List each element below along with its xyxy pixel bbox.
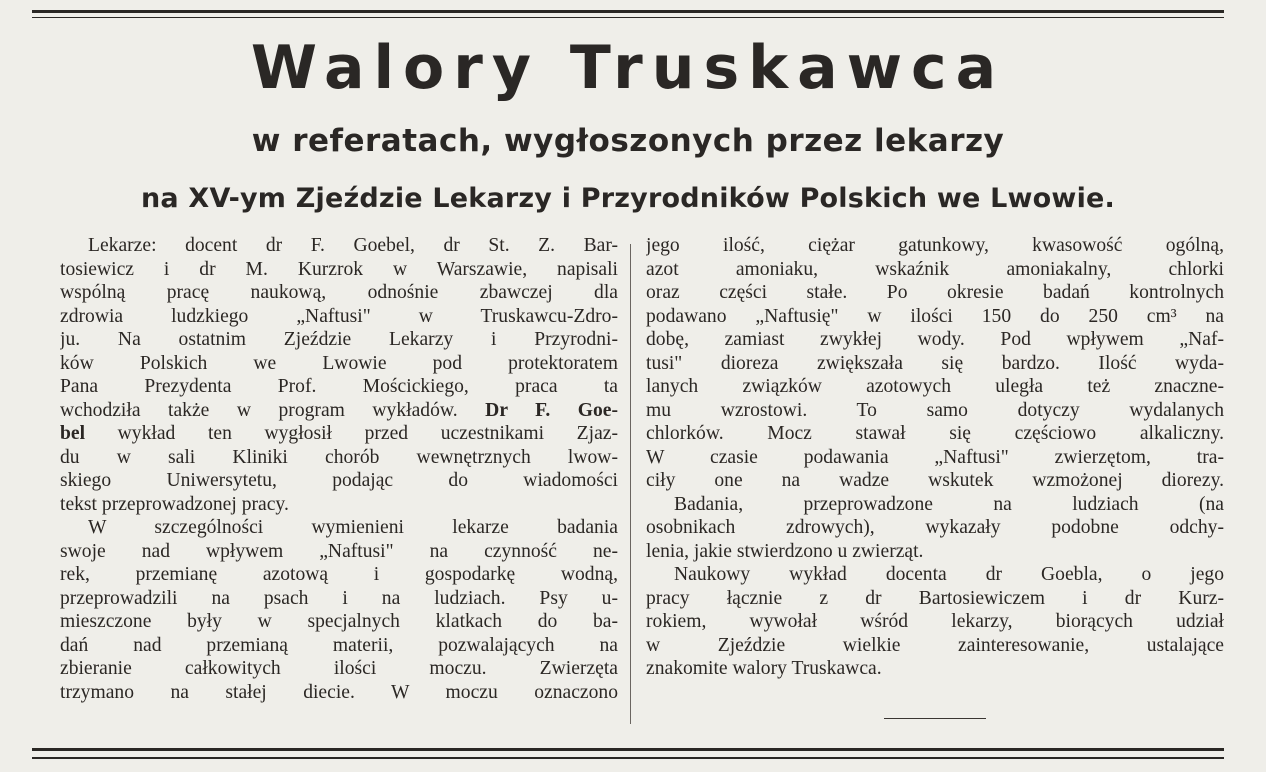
text-line	[60, 399, 618, 423]
text-run-bold: bel	[60, 423, 86, 444]
text-line: skiego Uniwersytetu, podając do wiadomości	[60, 470, 618, 491]
text-line: ju. Na ostatnim Zjeździe Lekarzy i Przyrodni-	[60, 329, 618, 350]
text-run: wchodziła także w program wykładów.	[60, 399, 458, 421]
text-line: Pana Prezydenta Prof. Mościckiego, praca ta	[60, 376, 618, 397]
text-line: ków Polskich we Lwowie pod protektoratem	[60, 352, 618, 374]
text-run-bold: Dr F. Goe-	[485, 399, 618, 421]
top-rule-thick	[32, 10, 1224, 13]
text-line: osobnikach zdrowych), wykazały podobne odchy-	[646, 517, 1224, 538]
text-line: oraz części stałe. Po okresie badań kontrolnych	[646, 282, 1224, 303]
text-line: wspólną pracę naukową, odnośnie zbawczej dla	[60, 282, 618, 303]
text-line: znakomite walory Truskawca.	[646, 658, 882, 679]
text-line: trzymano na stałej diecie. W moczu oznaczono	[60, 681, 618, 703]
text-line: zdrowia ludzkiego „Naftusi" w Truskawcu-Zdro-	[60, 305, 618, 327]
text-line: w Zjeździe wielkie zainteresowanie, ustalające	[646, 634, 1224, 656]
text-line: jego ilość, ciężar gatunkowy, kwasowość ogólną,	[646, 235, 1224, 256]
text-line: dań nad przemianą materii, pozwalających na	[60, 634, 618, 656]
text-line: zbieranie całkowitych ilości moczu. Zwierzęta	[60, 658, 618, 679]
text-line: mu wzrostowi. To samo dotyczy wydalanych	[646, 399, 1224, 421]
text-line: Lekarze: docent dr F. Goebel, dr St. Z. Bar-	[88, 235, 618, 256]
text-line: Badania, przeprowadzone na ludziach (na	[674, 493, 1224, 515]
text-line: lenia, jakie stwierdzono u zwierząt.	[646, 540, 924, 562]
bottom-rule-thin	[32, 757, 1224, 759]
column-divider	[630, 244, 631, 724]
article-end-rule	[884, 718, 986, 719]
text-line	[60, 422, 618, 446]
text-line: tusi" dioreza zwiększała się bardzo. Ilość wyda-	[646, 352, 1224, 374]
text-line: mieszczone były w specjalnych klatkach do ba-	[60, 611, 618, 632]
text-line: chlorków. Mocz stawał się częściowo alkaliczny.	[646, 423, 1224, 444]
text-run: wykład ten wygłosił przed uczestnikami Zjaz-	[117, 423, 618, 444]
right-column	[646, 234, 1224, 681]
text-line: pracy łącznie z dr Bartosiewiczem i dr Kurz-	[646, 587, 1224, 609]
text-line: Naukowy wykład docenta dr Goebla, o jego	[674, 564, 1224, 585]
article-subheadline-secondary: na XV-ym Zjeździe Lekarzy i Przyrodników Polskich we Lwowie.	[140, 183, 1115, 214]
text-line: du w sali Kliniki chorób wewnętrznych lwow-	[60, 446, 618, 468]
text-line: lanych związków azotowych uległa też znaczne-	[646, 376, 1224, 397]
text-line: W czasie podawania „Naftusi" zwierzętom, tra-	[646, 446, 1224, 468]
text-line: przeprowadzili na psach i na ludziach. Psy u-	[60, 587, 618, 609]
left-column	[60, 234, 618, 704]
text-line: rek, przemianę azotową i gospodarkę wodną,	[60, 564, 618, 585]
text-line: azot amoniaku, wskaźnik amoniakalny, chlorki	[646, 258, 1224, 280]
text-line: dobę, zamiast zwykłej wody. Pod wpływem „Naf-	[646, 329, 1224, 350]
text-line: tosiewicz i dr M. Kurzrok w Warszawie, napisali	[60, 258, 618, 280]
text-line: W szczególności wymienieni lekarze badania	[88, 517, 618, 538]
text-line: ciły one na wadze wskutek wzmożonej diorezy.	[646, 470, 1224, 491]
text-line: swoje nad wpływem „Naftusi" na czynność ne-	[60, 540, 618, 562]
text-line: tekst przeprowadzonej pracy.	[60, 493, 289, 515]
bottom-rule-thick	[32, 748, 1224, 751]
article-headline: Walory Truskawca	[250, 33, 1006, 103]
article-subheadline: w referatach, wygłoszonych przez lekarzy	[251, 123, 1005, 159]
text-line: podawano „Naftusię" w ilości 150 do 250 cm³ na	[646, 305, 1224, 327]
text-line: rokiem, wywołał wśród lekarzy, biorących udział	[646, 611, 1224, 632]
top-rule-thin	[32, 17, 1224, 18]
